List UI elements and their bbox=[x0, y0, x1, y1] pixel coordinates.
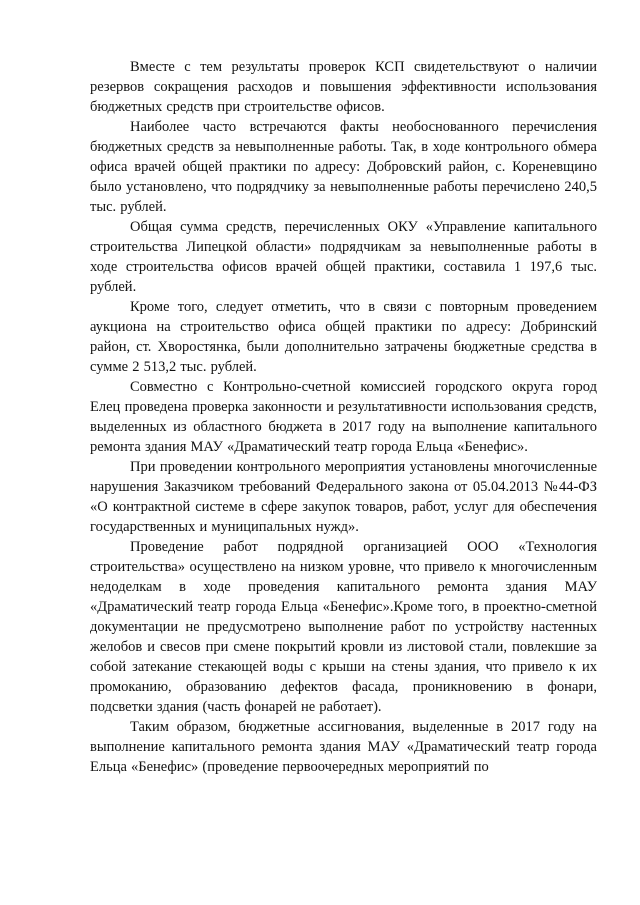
paragraph-2: Наиболее часто встречаются факты необоснованного перечисления бюджетных средств за невыполненные работы. Так, в ходе контрольного обмера офиса врачей общей практики по адресу: Добровский район, с. Кореневщино было установлено, что подрядчику за невыполненные работы перечислено 240,5 тыс. рублей. bbox=[90, 119, 597, 215]
paragraph-7: Проведение работ подрядной организацией ООО «Технология строительства» осуществлено на низком уровне, что привело к многочисленным недоделкам в ходе проведения капитального ремонта здания МАУ «Драматический театр города Ельца «Бенефис».Кроме того, в проектно-сметной документации не предусмотрено выполнение работ по устройству настенных желобов и свесов при смене покрытий кровли из листовой стали, повлекшие за собой затекание стекающей воды с крыши на стены здания, что привело к их промоканию, образованию дефектов фасада, проникновению в фонари, подсветки здания (часть фонарей не работает). bbox=[90, 539, 597, 715]
paragraph-1: Вместе с тем результаты проверок КСП свидетельствуют о наличии резервов сокращения расходов и повышения эффективности использования бюджетных средств при строительстве офисов. bbox=[90, 59, 597, 115]
paragraph-5: Совместно с Контрольно-счетной комиссией городского округа город Елец проведена проверка законности и результативности использования средств, выделенных из областного бюджета в 2017 году на выполнение капитального ремонта здания МАУ «Драматический театр города Ельца «Бенефис». bbox=[90, 379, 597, 455]
paragraph-8: Таким образом, бюджетные ассигнования, выделенные в 2017 году на выполнение капитального ремонта здания МАУ «Драматический театр города Ельца «Бенефис» (проведение первоочередных мероприятий по bbox=[90, 719, 597, 775]
paragraph-3: Общая сумма средств, перечисленных ОКУ «Управление капитального строительства Липецкой области» подрядчикам за невыполненные работы в ходе строительства офисов врачей общей практики, составила 1 197,6 тыс. рублей. bbox=[90, 219, 597, 295]
paragraph-6: При проведении контрольного мероприятия установлены многочисленные нарушения Заказчиком требований Федерального закона от 05.04.2013 №44-ФЗ «О контрактной системе в сфере закупок товаров, работ, услуг для обеспечения государственных и муниципальных нужд». bbox=[90, 459, 597, 535]
paragraph-4: Кроме того, следует отметить, что в связи с повторным проведением аукциона на строительство офиса общей практики по адресу: Добринский район, ст. Хворостянка, были дополнительно затрачены бюджетные средства в сумме 2 513,2 тыс. рублей. bbox=[90, 299, 597, 375]
